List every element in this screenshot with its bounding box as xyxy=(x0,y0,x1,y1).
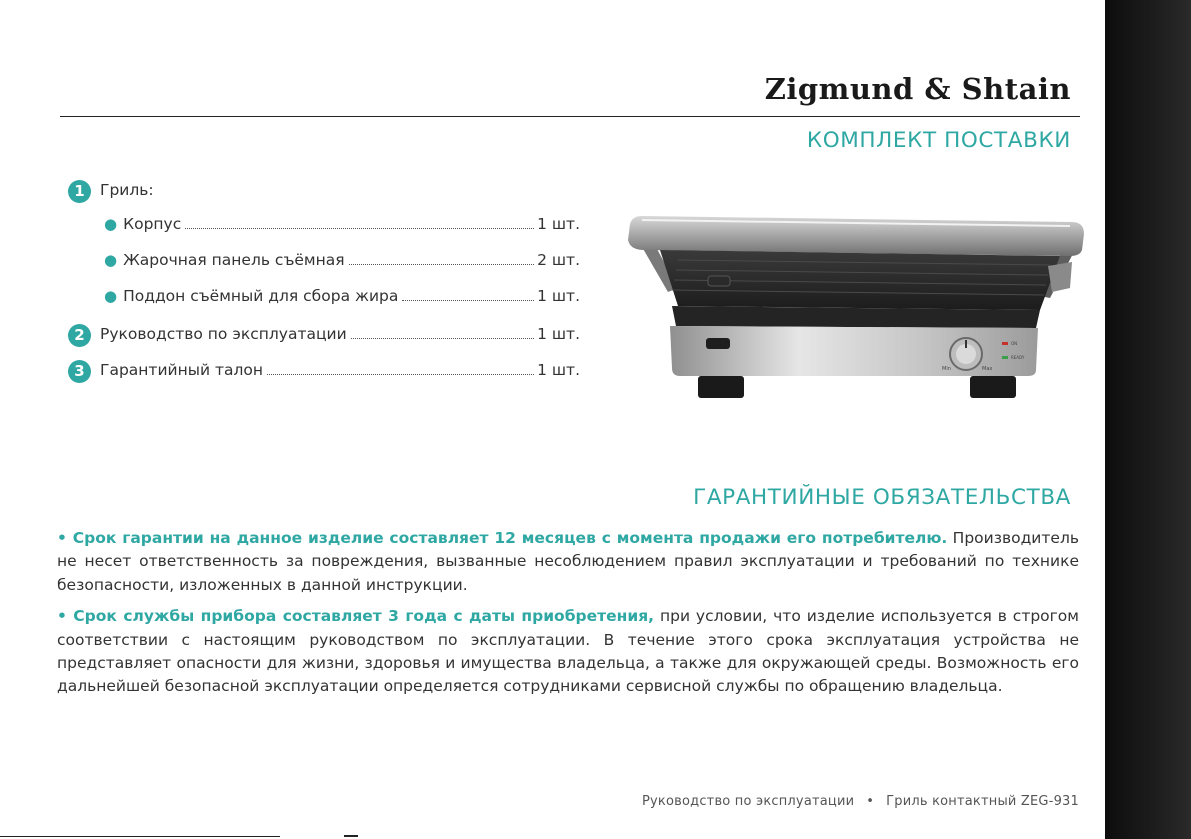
footer-doc-title: Руководство по эксплуатации xyxy=(641,794,855,809)
dot-leader xyxy=(402,299,534,301)
kit-subitem-plate xyxy=(68,248,580,284)
header-rule xyxy=(60,116,1080,117)
dot-leader xyxy=(185,227,534,229)
kit-item-qty: 1 шт. xyxy=(537,325,580,343)
dot-leader xyxy=(267,373,534,375)
on-indicator-label: ON xyxy=(1011,341,1018,346)
kit-item-qty: 1 шт. xyxy=(537,215,580,233)
kit-subitem-tray xyxy=(68,284,580,320)
kit-item-warranty-card xyxy=(68,356,580,392)
kit-item-label: Гриль: xyxy=(100,181,154,199)
bullet-icon: ● xyxy=(104,215,118,233)
kit-item-qty: 1 шт. xyxy=(537,287,580,305)
kit-item-label: Корпус xyxy=(123,215,182,233)
grill-product-image xyxy=(620,210,1090,410)
kit-item-qty: 1 шт. xyxy=(537,361,580,379)
page-footer xyxy=(642,794,1079,809)
bottom-mark xyxy=(344,835,358,837)
dot-leader xyxy=(349,263,534,265)
service-life-body: при условии, что изделие используется в строгом соответствии с настоящим руководством по эксплуатации. В течение этого срока эксплуатация устройства не представляет опасности для жизни, здоровья и имущества владельца, а также для окружающей среды. Возможность его дальнейшей безопасной эксплуатации определяется сотрудниками сервисной службы по обращению владельца. xyxy=(57,607,1079,696)
kit-item-label: Руководство по эксплуатации xyxy=(100,325,347,343)
kit-title: КОМПЛЕКТ ПОСТАВКИ xyxy=(806,128,1071,153)
kit-item-label: Гарантийный талон xyxy=(100,361,264,379)
warranty-paragraph xyxy=(57,527,1079,597)
service-life-paragraph xyxy=(57,605,1079,699)
warranty-text xyxy=(57,527,1079,707)
ready-indicator-label: READY xyxy=(1011,355,1025,360)
kit-item-label: Поддон съёмный для сбора жира xyxy=(123,287,399,305)
max-label: Max xyxy=(982,366,993,372)
service-life-highlight: • Срок службы прибора составляет 3 года с даты приобретения, xyxy=(57,607,655,626)
brand-logo: Zigmund & Shtain xyxy=(764,72,1071,106)
kit-item-label: Жарочная панель съёмная xyxy=(123,251,345,269)
number-badge: 1 xyxy=(68,180,91,203)
bottom-rule xyxy=(0,836,280,837)
kit-item-grill xyxy=(68,176,580,212)
dark-side-band xyxy=(1105,0,1191,839)
min-label: Min xyxy=(942,366,951,372)
dot-leader xyxy=(351,337,534,339)
footer-separator: • xyxy=(866,794,875,809)
warranty-title: ГАРАНТИЙНЫЕ ОБЯЗАТЕЛЬСТВА xyxy=(693,485,1071,510)
kit-list xyxy=(68,176,580,392)
bullet-icon: ● xyxy=(104,251,118,269)
warranty-highlight: • Срок гарантии на данное изделие составляет 12 месяцев с момента продажи его потребителю. xyxy=(57,529,948,547)
kit-item-qty: 2 шт. xyxy=(537,251,580,269)
footer-product-name: Гриль контактный ZEG-931 xyxy=(886,794,1079,809)
number-badge: 2 xyxy=(68,324,91,347)
warranty-body: Производитель не несет ответственность за повреждения, вызванные несоблюдением правил эксплуатации и требований по технике безопасности, изложенных в данной инструкции. xyxy=(57,529,1079,594)
kit-item-manual xyxy=(68,320,580,356)
number-badge: 3 xyxy=(68,360,91,383)
bullet-icon: ● xyxy=(104,287,118,305)
kit-subitem-body xyxy=(68,212,580,248)
